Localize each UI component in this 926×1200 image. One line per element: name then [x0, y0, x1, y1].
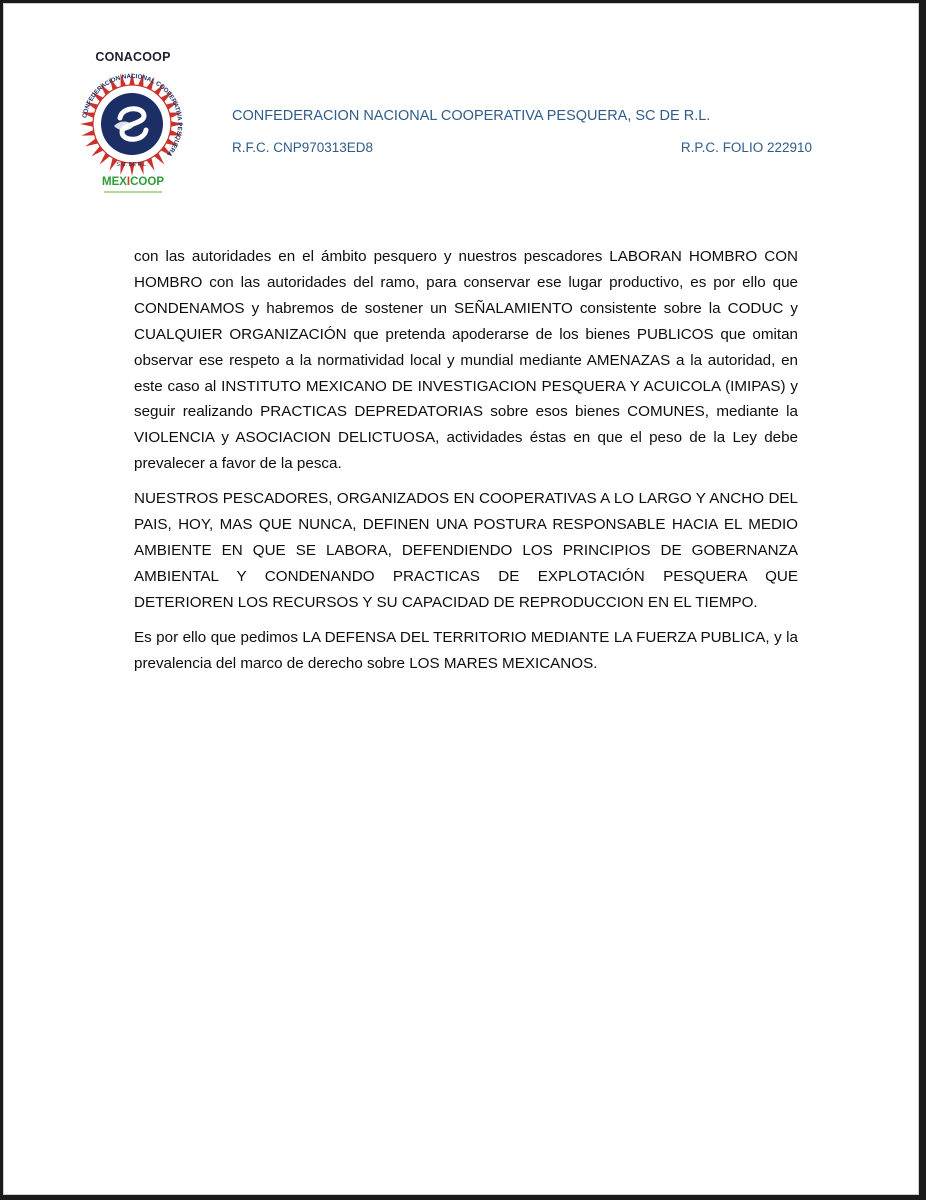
logo-brand-underline	[104, 191, 162, 193]
rfc-number: R.F.C. CNP970313ED8	[232, 140, 374, 155]
conacoop-logo	[70, 50, 196, 202]
logo-ring-text: CONFEDERACION NACIONAL COOPERATIVA PESQUERA	[81, 72, 184, 158]
logo-ray	[81, 130, 94, 136]
rpc-folio: R.P.C. FOLIO 222910	[680, 140, 812, 155]
logo-seal-icon	[74, 66, 190, 182]
organization-name: CONFEDERACION NACIONAL COOPERATIVA PESQUERA, SC DE R.L.	[232, 108, 711, 124]
mexicoop-logo	[70, 175, 196, 189]
logo-brand-post: COOP	[130, 176, 164, 188]
logo-sub-text: S.C. DE R.L.	[116, 162, 148, 168]
logo-brand-accent: I	[126, 176, 131, 188]
document-body	[134, 244, 798, 686]
logo-ray	[80, 121, 93, 126]
body-paragraph: con las autoridades en el ámbito pesquero y nuestros pescadores LABORAN HOMBRO CON HOMBRO con las autoridades del ramo, para conservar ese lugar productivo, es por ello que CONDENAMOS y habremos de sostener un SEÑALAMIENTO consistente sobre la CODUC y CUALQUIER ORGANIZACIÓN que pretenda apoderarse de los bienes PUBLICOS que omitan observar ese respeto a la normatividad local y mundial mediante AMENAZAS a la autoridad, en este caso al INSTITUTO MEXICANO DE INVESTIGACION PESQUERA Y ACUICOLA (IMIPAS) y seguir realizando PRACTICAS DEPREDATORIAS sobre esos bienes COMUNES, mediante la VIOLENCIA y ASOCIACION DELICTUOSA, actividades éstas en que el peso de la Ley debe prevalecer a favor de la pesca.	[134, 248, 798, 473]
logo-brand-pre: MEX	[102, 176, 127, 188]
body-paragraph: Es por ello que pedimos LA DEFENSA DEL TERRITORIO MEDIANTE LA FUERZA PUBLICA, y la prevalencia del marco de derecho sobre LOS MARES MEXICANOS.	[134, 628, 798, 672]
document-page	[3, 3, 919, 1195]
logo-acronym: CONACOOP	[95, 50, 171, 64]
body-paragraph: NUESTROS PESCADORES, ORGANIZADOS EN COOPERATIVAS A LO LARGO Y ANCHO DEL PAIS, HOY, MAS QUE NUNCA, DEFINEN UNA POSTURA RESPONSABLE HACIA EL MEDIO AMBIENTE EN QUE SE LABORA, DEFENDIENDO LOS PRINCIPIOS DE GOBERNANZA AMBIENTAL Y CONDENANDO PRACTICAS DE EXPLOTACIÓN PESQUERA QUE DETERIOREN LOS RECURSOS Y SU CAPACIDAD DE REPRODUCCION EN EL TIEMPO.	[134, 490, 798, 611]
